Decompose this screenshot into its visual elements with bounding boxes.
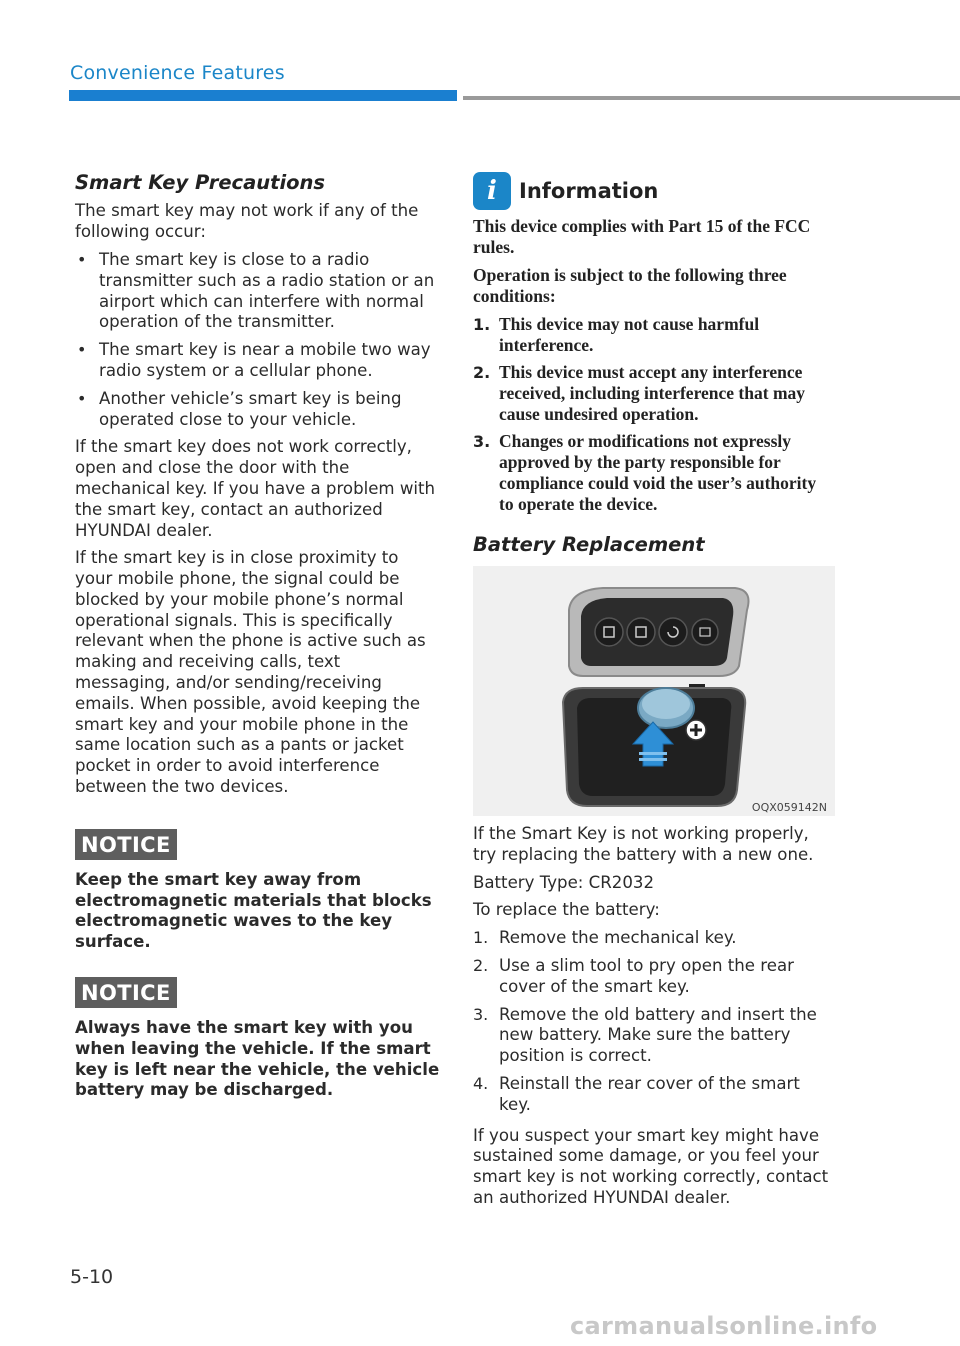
list-number: 3. (473, 432, 491, 451)
notice-text: Keep the smart key away from electromagnetic materials that blocks electromagnetic waves to the key surface. (75, 869, 432, 952)
intro-paragraph: The smart key may not work if any of the following occur: (75, 201, 419, 242)
list-item-text: This device may not cause harmful interference. (499, 314, 760, 355)
list-item-text: Another vehicle’s smart key is being operated close to your vehicle. (99, 388, 402, 429)
info-paragraph: This device complies with Part 15 of the FCC rules. (473, 216, 811, 257)
paragraph-contact-dealer: If you suspect your smart key might have sustained some damage, or you feel your smart key is not working correctly, contact an authorized HYUNDAI dealer. (473, 1125, 829, 1207)
list-number: 2. (473, 363, 491, 382)
bullet-icon: • (77, 340, 87, 360)
list-item (75, 340, 440, 382)
page-number: 5-10 (70, 1266, 114, 1288)
paragraph-door-mechanical-key: If the smart key does not work correctly, open and close the door with the mechanical key. If you have a problem with the smart key, contact an authorized HYUNDAI dealer. (75, 437, 436, 540)
notice-text: Always have the smart key with you when leaving the vehicle. If the smart key is left near the vehicle, the vehicle battery may be discharged. (75, 1018, 440, 1100)
list-item-text: Use a slim tool to pry open the rear cover of the smart key. (499, 955, 794, 996)
list-item (75, 250, 440, 333)
left-column (75, 170, 440, 1101)
paragraph-mobile-phone: If the smart key is in close proximity to your mobile phone, the signal could be blocked by your mobile phone’s normal operational signals. This is specifically relevant when the phone is active such as making and receiving calls, text messaging, and/or sending/receiving emails. When possible, avoid keeping the smart key and your mobile phone in the same location such as a pants or jacket pocket in order to avoid interference between the two devices. (75, 548, 426, 797)
information-header (473, 172, 835, 210)
right-column (473, 172, 835, 1216)
list-item-text: Changes or modifications not expressly approved by the party responsible for compliance could void the user’s authority to operate the device. (499, 431, 817, 514)
list-item (473, 362, 835, 425)
notice-badge: NOTICE (75, 829, 177, 860)
precautions-list (75, 250, 440, 430)
smart-key-illustration (473, 566, 835, 816)
list-item (473, 956, 835, 998)
list-number: 1. (473, 928, 489, 948)
information-title: Information (519, 179, 659, 203)
list-number: 4. (473, 1073, 489, 1093)
replace-intro: To replace the battery: (473, 900, 660, 920)
fcc-conditions-list (473, 314, 835, 515)
notice-badge: NOTICE (75, 977, 177, 1008)
list-item-text: Reinstall the rear cover of the smart key. (499, 1073, 800, 1114)
header-bar-blue (69, 90, 457, 101)
list-item-text: Remove the mechanical key. (499, 928, 737, 948)
list-item-text: The smart key is close to a radio transmitter such as a radio station or an airport which can interfere with normal operation of the transmitter. (99, 249, 435, 332)
header-bar-grey (463, 96, 960, 100)
list-item (473, 314, 835, 356)
list-item (473, 431, 835, 515)
list-item-text: Remove the old battery and insert the new battery. Make sure the battery position is correct. (499, 1004, 817, 1066)
list-item-text: The smart key is near a mobile two way radio system or a cellular phone. (99, 340, 431, 380)
paragraph-battery-intro: If the Smart Key is not working properly, try replacing the battery with a new one. (473, 824, 814, 864)
smart-key-battery-figure (473, 566, 835, 816)
bullet-icon: • (77, 249, 87, 269)
list-item-text: This device must accept any interference received, including interference that may cause undesired operation. (499, 362, 806, 424)
list-number: 3. (473, 1004, 489, 1024)
watermark: carmanualsonline.info (570, 1312, 878, 1340)
replacement-steps-list (473, 928, 835, 1115)
list-number: 1. (473, 315, 491, 334)
info-icon: i (473, 172, 511, 210)
list-item (473, 1074, 835, 1116)
battery-type: Battery Type: CR2032 (473, 872, 655, 892)
list-item (473, 928, 835, 949)
list-item (473, 1005, 835, 1067)
section-title-battery-replacement: Battery Replacement (473, 533, 705, 556)
figure-code: OQX059142N (751, 801, 827, 814)
bullet-icon: • (77, 388, 87, 408)
list-number: 2. (473, 955, 489, 975)
section-title-smart-key-precautions: Smart Key Precautions (75, 171, 326, 194)
info-paragraph: Operation is subject to the following three conditions: (473, 265, 787, 306)
page-header-title: Convenience Features (70, 62, 285, 84)
list-item (75, 389, 440, 431)
